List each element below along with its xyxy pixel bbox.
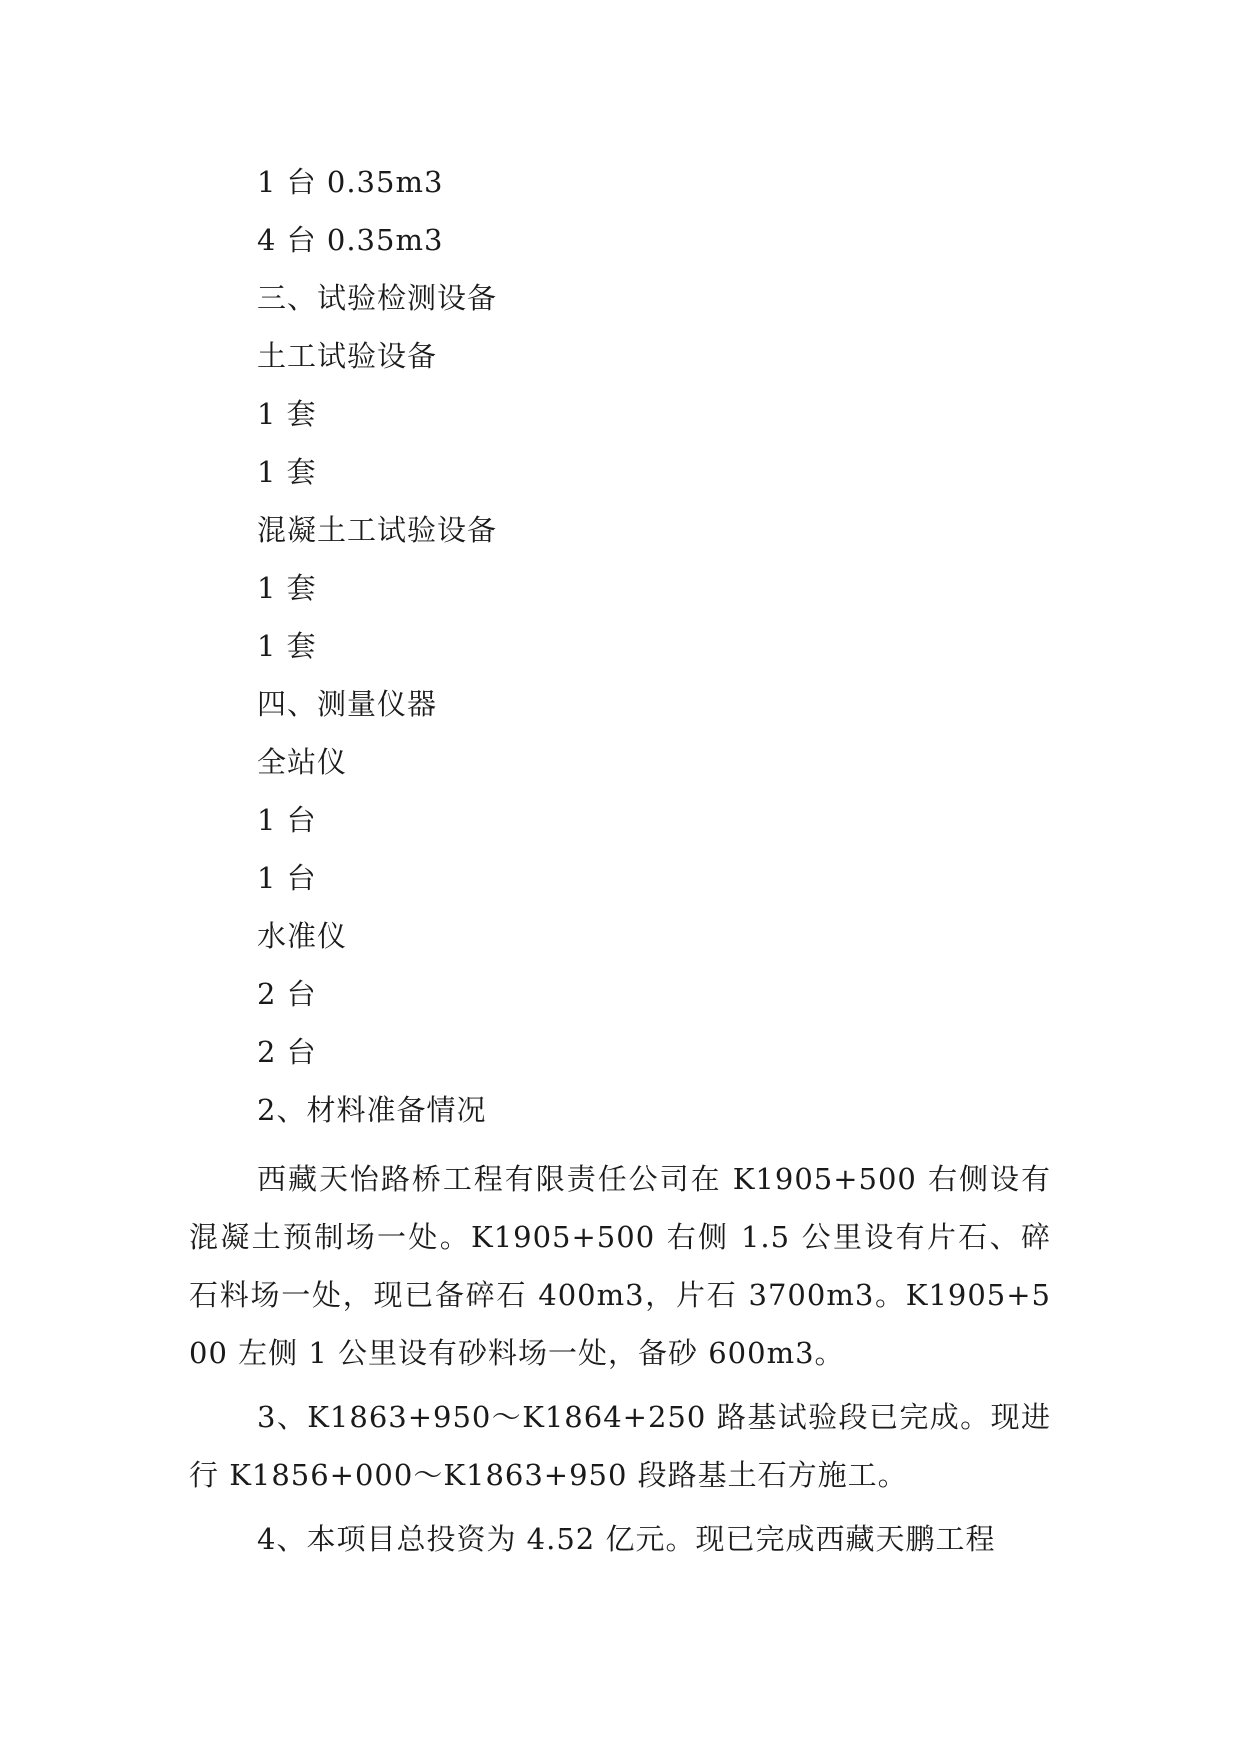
list-item: 1 套 [257, 571, 317, 605]
paragraph: 3、K1863+950～K1864+250 路基试验段已完成。现进行 K1856+000～K1863+950 段路基土石方施工。 [189, 1400, 1051, 1492]
list-item: 土工试验设备 [257, 339, 438, 373]
list-item: 1 套 [257, 629, 317, 663]
list-item: 全站仪 [257, 745, 348, 779]
list-item: 2 台 [257, 1035, 317, 1069]
list-item: 1 套 [257, 397, 317, 431]
paragraph: 西藏天怡路桥工程有限责任公司在 K1905+500 右侧设有混凝土预制场一处。K1905+500 右侧 1.5 公里设有片石、碎石料场一处，现已备碎石 400m3，片石 3700m3。K1905+500 左侧 1 公里设有砂料场一处，备砂 600m3。 [189, 1162, 1051, 1370]
list-item: 4 台 0.35m3 [257, 223, 444, 257]
equipment-list [257, 162, 1157, 1148]
paragraph: 4、本项目总投资为 4.52 亿元。现已完成西藏天鹏工程 [257, 1522, 996, 1556]
list-item: 混凝土工试验设备 [257, 513, 498, 547]
list-item: 1 台 0.35m3 [257, 165, 444, 199]
list-item: 1 台 [257, 803, 317, 837]
list-item: 1 台 [257, 861, 317, 895]
list-item: 水准仪 [257, 919, 348, 953]
list-item: 1 套 [257, 455, 317, 489]
section-heading: 2、材料准备情况 [257, 1093, 487, 1127]
body-text [189, 1150, 1051, 1574]
list-item: 2 台 [257, 977, 317, 1011]
section-heading: 四、测量仪器 [257, 687, 438, 721]
section-heading: 三、试验检测设备 [257, 281, 498, 315]
